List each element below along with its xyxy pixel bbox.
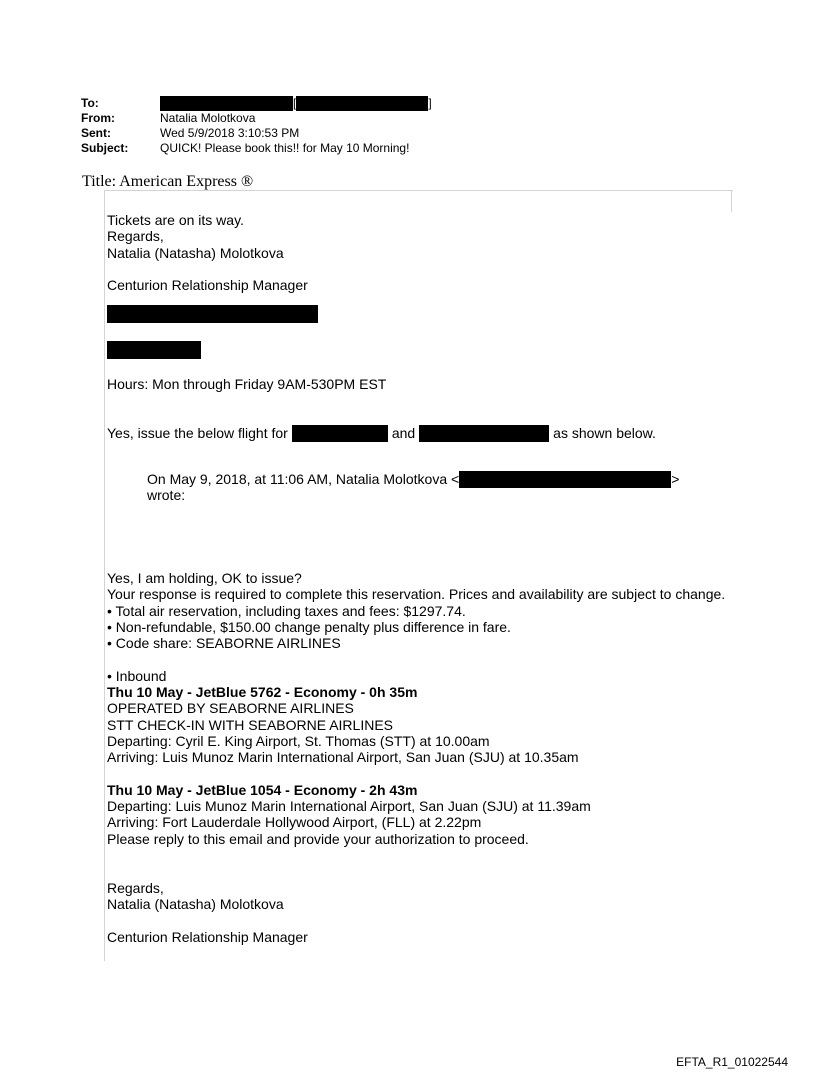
title-line: Title: American Express ® xyxy=(82,173,254,190)
reply-line: Please reply to this email and provide your authorization to proceed. xyxy=(107,830,529,847)
document-id: EFTA_R1_01022544 xyxy=(676,1055,788,1069)
from-row xyxy=(81,111,432,126)
body-line: Natalia (Natasha) Molotkova xyxy=(107,244,284,261)
sent-row xyxy=(81,126,432,141)
email-header xyxy=(81,96,432,156)
redaction-box xyxy=(459,471,671,488)
flight-line: Arriving: Luis Munoz Marin International Airport, San Juan (SJU) at 10.35am xyxy=(107,749,579,766)
message-frame-edge xyxy=(731,190,732,212)
redaction-box xyxy=(107,305,318,323)
subject-label: Subject: xyxy=(81,141,129,155)
signature-line: Centurion Relationship Manager xyxy=(107,928,308,945)
redaction-box xyxy=(107,341,201,359)
to-bracket-close: ] xyxy=(428,96,432,110)
redaction-box xyxy=(160,96,293,111)
signature-line: Regards, xyxy=(107,879,164,896)
bullet-item: • Total air reservation, including taxes and fees: $1297.74. xyxy=(107,602,466,619)
message-body xyxy=(107,212,656,442)
bullet-item: • Inbound xyxy=(107,667,167,684)
flight-title: Thu 10 May - JetBlue 5762 - Economy - 0h 35m xyxy=(107,684,418,701)
reservation-details xyxy=(107,570,725,945)
redaction-box xyxy=(296,96,428,111)
to-label: To: xyxy=(81,96,99,110)
quote-text: > xyxy=(671,471,680,487)
sent-value: Wed 5/9/2018 3:10:53 PM xyxy=(160,126,300,140)
flight-title: Thu 10 May - JetBlue 1054 - Economy - 2h 43m xyxy=(107,781,418,798)
subject-row xyxy=(81,141,432,156)
issue-text: as shown below. xyxy=(553,425,656,442)
quote-line xyxy=(147,471,679,487)
quote-text: On May 9, 2018, at 11:06 AM, Natalia Molotkova < xyxy=(147,471,460,487)
flight-line: Arriving: Fort Lauderdale Hollywood Airport, (FLL) at 2.22pm xyxy=(107,814,482,831)
issue-text: Yes, issue the below flight for xyxy=(107,425,288,442)
issue-text: and xyxy=(391,425,416,442)
signature-line: Natalia (Natasha) Molotkova xyxy=(107,895,284,912)
issue-line xyxy=(107,425,656,441)
redaction-box xyxy=(292,425,388,442)
sent-label: Sent: xyxy=(81,126,111,140)
body-line: Tickets are on its way. xyxy=(107,212,244,228)
to-bracket-open: [ xyxy=(293,96,297,110)
subject-value: QUICK! Please book this!! for May 10 Morning! xyxy=(160,141,410,155)
bullet-item: • Non-refundable, $150.00 change penalty plus difference in fare. xyxy=(107,618,511,635)
from-label: From: xyxy=(81,111,115,125)
quote-line: wrote: xyxy=(147,487,186,504)
flight-line: OPERATED BY SEABORNE AIRLINES xyxy=(107,700,354,717)
hours-line: Hours: Mon through Friday 9AM-530PM EST xyxy=(107,376,387,393)
body-line: Yes, I am holding, OK to issue? xyxy=(107,570,302,586)
body-line: Your response is required to complete this reservation. Prices and availability are subject to change. xyxy=(107,586,726,603)
quote-header xyxy=(147,471,679,504)
bullet-item: • Code share: SEABORNE AIRLINES xyxy=(107,635,341,652)
flight-line: STT CHECK-IN WITH SEABORNE AIRLINES xyxy=(107,716,394,733)
body-line: Centurion Relationship Manager xyxy=(107,277,308,294)
flight-line: Departing: Luis Munoz Marin International Airport, San Juan (SJU) at 11.39am xyxy=(107,798,591,815)
redaction-box xyxy=(419,425,549,442)
body-line: Regards, xyxy=(107,228,164,245)
from-value: Natalia Molotkova xyxy=(160,111,256,125)
flight-line: Departing: Cyril E. King Airport, St. Thomas (STT) at 10.00am xyxy=(107,732,490,749)
to-row xyxy=(81,96,432,111)
